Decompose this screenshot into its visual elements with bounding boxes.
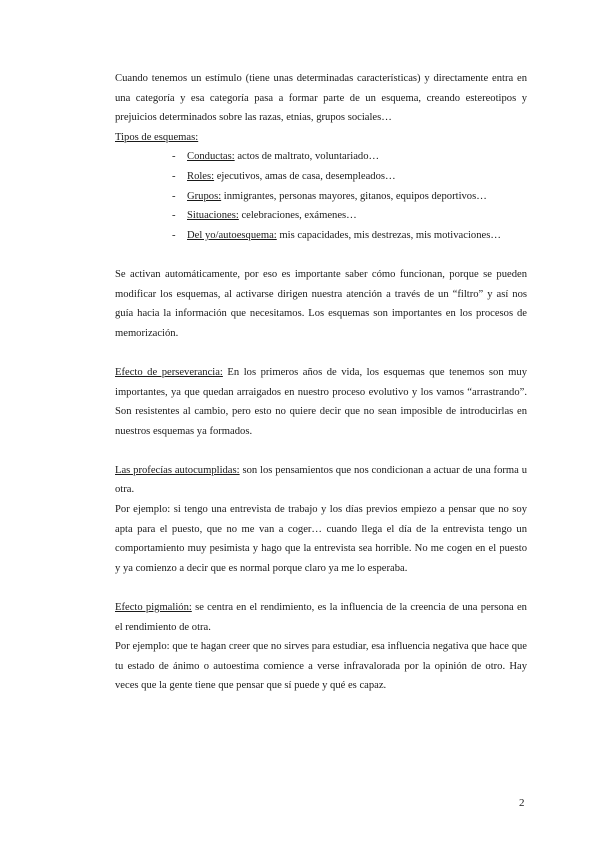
pygmalion-example: Por ejemplo: que te hagan creer que no sirves para estudiar, esa influencia negativa que hace que tu estado de ánimo o autoestima comience a verse infravalorada por la opinión de otro. Hay veces que la gente tiene que pensar que sí puede y qué es capaz. [115,641,527,692]
bullet-dash: - [172,229,176,241]
spacer [115,441,527,461]
page-body [115,69,527,696]
type-text: ejecutivos, amas de casa, desempleados… [214,170,396,182]
list-item [172,206,527,226]
bullet-dash: - [172,190,176,202]
list-item [172,167,527,187]
spacer [115,343,527,363]
type-label: Del yo/autoesquema: [187,229,277,241]
type-text: mis capacidades, mis destrezas, mis motivaciones… [276,229,501,241]
pygmalion-paragraph [115,598,527,637]
prophecies-label: Las profecías autocumplidas: [115,464,240,476]
type-label: Roles: [187,170,215,182]
type-label: Grupos: [187,190,222,202]
perseverance-label: Efecto de perseverancia: [115,366,223,378]
prophecies-text: son los pensamientos que nos condicionan a actuar de una forma u otra. [115,464,528,496]
schema-types-list [115,147,527,245]
list-item [172,187,527,207]
bullet-dash: - [172,151,176,163]
type-text: celebraciones, exámenes… [238,210,357,222]
spacer [115,245,527,265]
pygmalion-label: Efecto pigmalión: [115,602,192,614]
prophecies-paragraph [115,461,527,500]
pygmalion-text: se centra en el rendimiento, es la influencia de la creencia de una persona en el rendimiento de otra. [115,602,527,633]
types-heading: Tipos de esquemas: [115,131,199,143]
bullet-dash: - [172,170,176,182]
type-text: actos de maltrato, voluntariado… [234,151,380,163]
activation-paragraph: Se activan automáticamente, por eso es importante saber cómo funcionan, porque se pueden modificar los esquemas, al activarse dirigen nuestra atención a través de un “filtro” y así nos guía hacia la información que necesitamos. Los esquemas son importantes en los procesos de memorización. [115,268,527,339]
prophecies-example: Por ejemplo: si tengo una entrevista de trabajo y los días previos empiezo a pensar que no soy apta para el puesto, que no me van a coger… cuando llega el día de la entrevista tengo un comportamiento muy pesimista y hago que la entrevista sea horrible. No me cogen en el puesto y ya comienzo a decir que es normal porque claro ya me lo esperaba. [115,504,527,574]
type-text: inmigrantes, personas mayores, gitanos, equipos deportivos… [221,190,487,202]
type-label: Situaciones: [187,210,239,222]
bullet-dash: - [172,210,176,222]
page-number: 2 [519,797,525,809]
perseverance-text: En los primeros años de vida, los esquemas que tenemos son muy importantes, ya que quedan arraigados en nuestro proceso evolutivo y los vamos “arrastrando”. Son resistentes al cambio, pero esto no quiere decir que no sean imposible de introducirlas en nuestros esquemas ya formados. [115,366,528,437]
intro-paragraph: Cuando tenemos un estímulo (tiene unas determinadas características) y directamente entra en una categoría y esa categoría pasa a formar parte de un esquema, creando estereotipos y prejuicios determinados sobre las razas, etnias, grupos sociales… [115,73,527,124]
spacer [115,578,527,598]
type-label: Conductas: [187,151,235,163]
list-item [172,226,527,246]
perseverance-paragraph [115,363,527,441]
list-item [172,147,527,167]
